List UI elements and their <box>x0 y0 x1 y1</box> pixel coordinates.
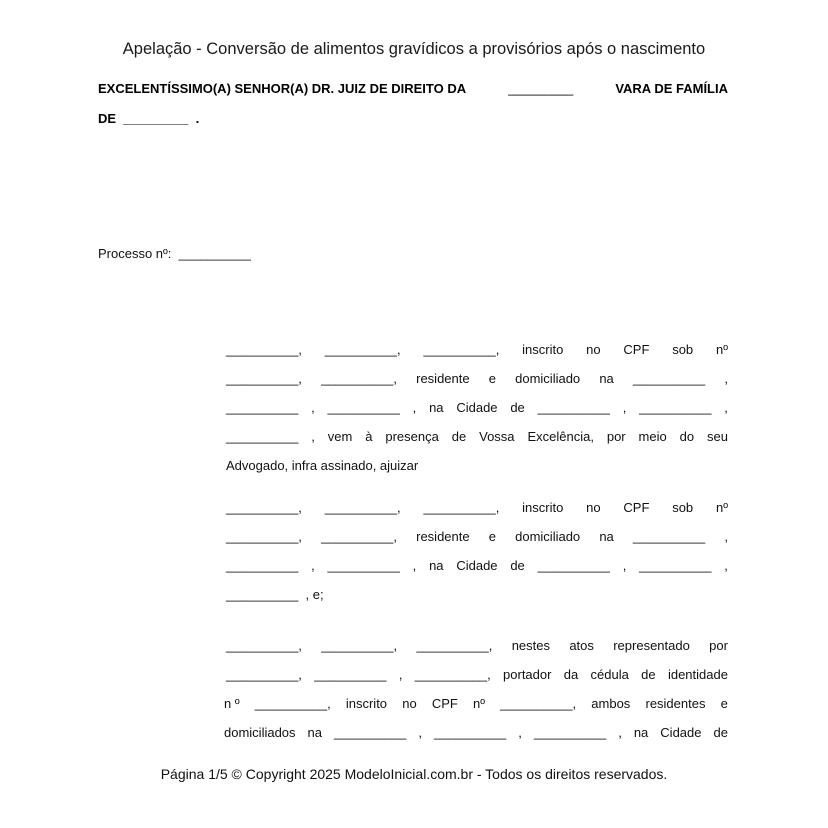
word: na <box>599 371 614 386</box>
word: seu <box>707 429 728 444</box>
word: no <box>402 696 417 711</box>
paragraph-line <box>226 429 728 444</box>
word: da <box>563 667 579 682</box>
blank-field: __________, <box>423 342 500 357</box>
word: e <box>720 696 728 711</box>
process-number: Processo nº: __________ <box>98 246 251 261</box>
word: , <box>724 400 728 415</box>
blank-field: __________, <box>226 638 302 653</box>
paragraph-line <box>226 400 728 415</box>
word: , <box>622 558 627 573</box>
paragraph-line <box>226 558 728 573</box>
paragraph-line <box>226 667 728 682</box>
blank-field: __________, <box>226 342 302 357</box>
word: de <box>510 400 525 415</box>
word: cédula <box>590 667 629 682</box>
word: presença <box>385 429 439 444</box>
word: portador <box>503 667 552 682</box>
word: representado <box>613 638 690 653</box>
paragraph-line <box>226 371 728 386</box>
word: por <box>606 429 626 444</box>
word: , <box>724 529 728 544</box>
paragraph-line <box>226 587 728 602</box>
word: n º <box>224 696 240 711</box>
word: , <box>311 400 315 415</box>
paragraph-line <box>224 725 728 740</box>
word: do <box>679 429 695 444</box>
blank-field: __________, <box>414 667 491 682</box>
word: , <box>412 400 417 415</box>
word: CPF <box>431 696 458 711</box>
word: CPF <box>623 500 650 515</box>
word: , <box>311 429 315 444</box>
word: Vossa <box>479 429 515 444</box>
blank-field: __________ <box>537 558 610 573</box>
court-heading-text: EXCELENTÍSSIMO(A) SENHOR(A) DR. JUIZ DE DIREITO DA <box>98 81 467 96</box>
court-number-blank: _________ <box>508 81 574 96</box>
word: na <box>429 400 444 415</box>
word: , <box>398 667 403 682</box>
court-heading-suffix: VARA DE FAMÍLIA <box>615 81 728 96</box>
blank-field: __________ , e; <box>226 587 324 602</box>
blank-field: __________, <box>423 500 500 515</box>
blank-field: __________ <box>334 725 407 740</box>
word: , <box>412 558 417 573</box>
word: Cidade <box>660 725 702 740</box>
word: no <box>586 500 601 515</box>
blank-field: __________ <box>314 667 387 682</box>
word: de <box>510 558 525 573</box>
word: nº <box>715 342 728 357</box>
blank-field: __________, <box>324 342 401 357</box>
word: inscrito <box>522 342 564 357</box>
blank-field: __________ <box>327 400 400 415</box>
word: na <box>429 558 444 573</box>
word: nestes <box>511 638 551 653</box>
word: por <box>709 638 728 653</box>
word: atos <box>569 638 594 653</box>
word: de <box>641 667 656 682</box>
word: Advogado, infra assinado, ajuizar <box>226 458 419 473</box>
blank-field: __________ <box>226 429 299 444</box>
word: CPF <box>623 342 650 357</box>
court-heading-line-1 <box>98 81 728 96</box>
word: inscrito <box>345 696 388 711</box>
court-heading-line-2: DE _________ . <box>98 111 200 126</box>
word: , <box>618 725 622 740</box>
word: na <box>599 529 614 544</box>
paragraph-line <box>226 638 728 653</box>
word: Cidade <box>456 558 498 573</box>
word: identidade <box>667 667 728 682</box>
word: domiciliado <box>515 371 581 386</box>
word: inscrito <box>522 500 564 515</box>
blank-field: __________ <box>226 558 299 573</box>
word: Cidade <box>456 400 498 415</box>
blank-field: __________, <box>254 696 331 711</box>
page-footer: Página 1/5 © Copyright 2025 ModeloInicial.com.br - Todos os direitos reservados. <box>160 766 668 782</box>
blank-field: __________ <box>639 400 712 415</box>
word: na <box>633 725 649 740</box>
blank-field: __________ <box>433 725 507 740</box>
word: ambos <box>591 696 631 711</box>
blank-field: __________, <box>226 371 302 386</box>
document-title: Apelação - Conversão de alimentos gravídicos a provisórios após o nascimento <box>122 40 706 58</box>
blank-field: __________ <box>632 529 706 544</box>
word: residente <box>416 371 470 386</box>
word: à <box>365 429 373 444</box>
word: residentes <box>645 696 706 711</box>
word: meio <box>638 429 667 444</box>
word: no <box>586 342 601 357</box>
paragraph-line <box>226 458 728 473</box>
blank-field: __________ <box>537 400 610 415</box>
word: e <box>488 529 496 544</box>
blank-field: __________, <box>226 529 302 544</box>
word: nº <box>473 696 486 711</box>
word: sob <box>672 500 694 515</box>
word: , <box>311 558 315 573</box>
blank-field: __________, <box>500 696 577 711</box>
blank-field: __________, <box>324 500 401 515</box>
paragraph-line <box>226 342 728 357</box>
word: residente <box>416 529 470 544</box>
blank-field: __________, <box>321 638 398 653</box>
word: domiciliados <box>224 725 296 740</box>
word: Excelência, <box>527 429 594 444</box>
word: de <box>713 725 728 740</box>
word: na <box>307 725 323 740</box>
blank-field: __________, <box>226 500 302 515</box>
word: vem <box>327 429 353 444</box>
word: , <box>724 371 728 386</box>
paragraph-line <box>226 529 728 544</box>
word: domiciliado <box>515 529 581 544</box>
paragraph-line <box>226 500 728 515</box>
blank-field: __________ <box>327 558 400 573</box>
word: de <box>451 429 467 444</box>
word: , <box>622 400 627 415</box>
word: sob <box>672 342 694 357</box>
blank-field: __________ <box>632 371 706 386</box>
word: , <box>724 558 728 573</box>
blank-field: __________, <box>226 667 302 682</box>
blank-field: __________ <box>639 558 712 573</box>
blank-field: __________ <box>533 725 607 740</box>
word: e <box>488 371 496 386</box>
blank-field: __________ <box>226 400 299 415</box>
blank-field: __________, <box>321 529 397 544</box>
blank-field: __________, <box>321 371 397 386</box>
blank-field: __________, <box>416 638 493 653</box>
word: nº <box>715 500 728 515</box>
paragraph-line <box>224 696 728 711</box>
word: , <box>418 725 422 740</box>
word: , <box>518 725 522 740</box>
